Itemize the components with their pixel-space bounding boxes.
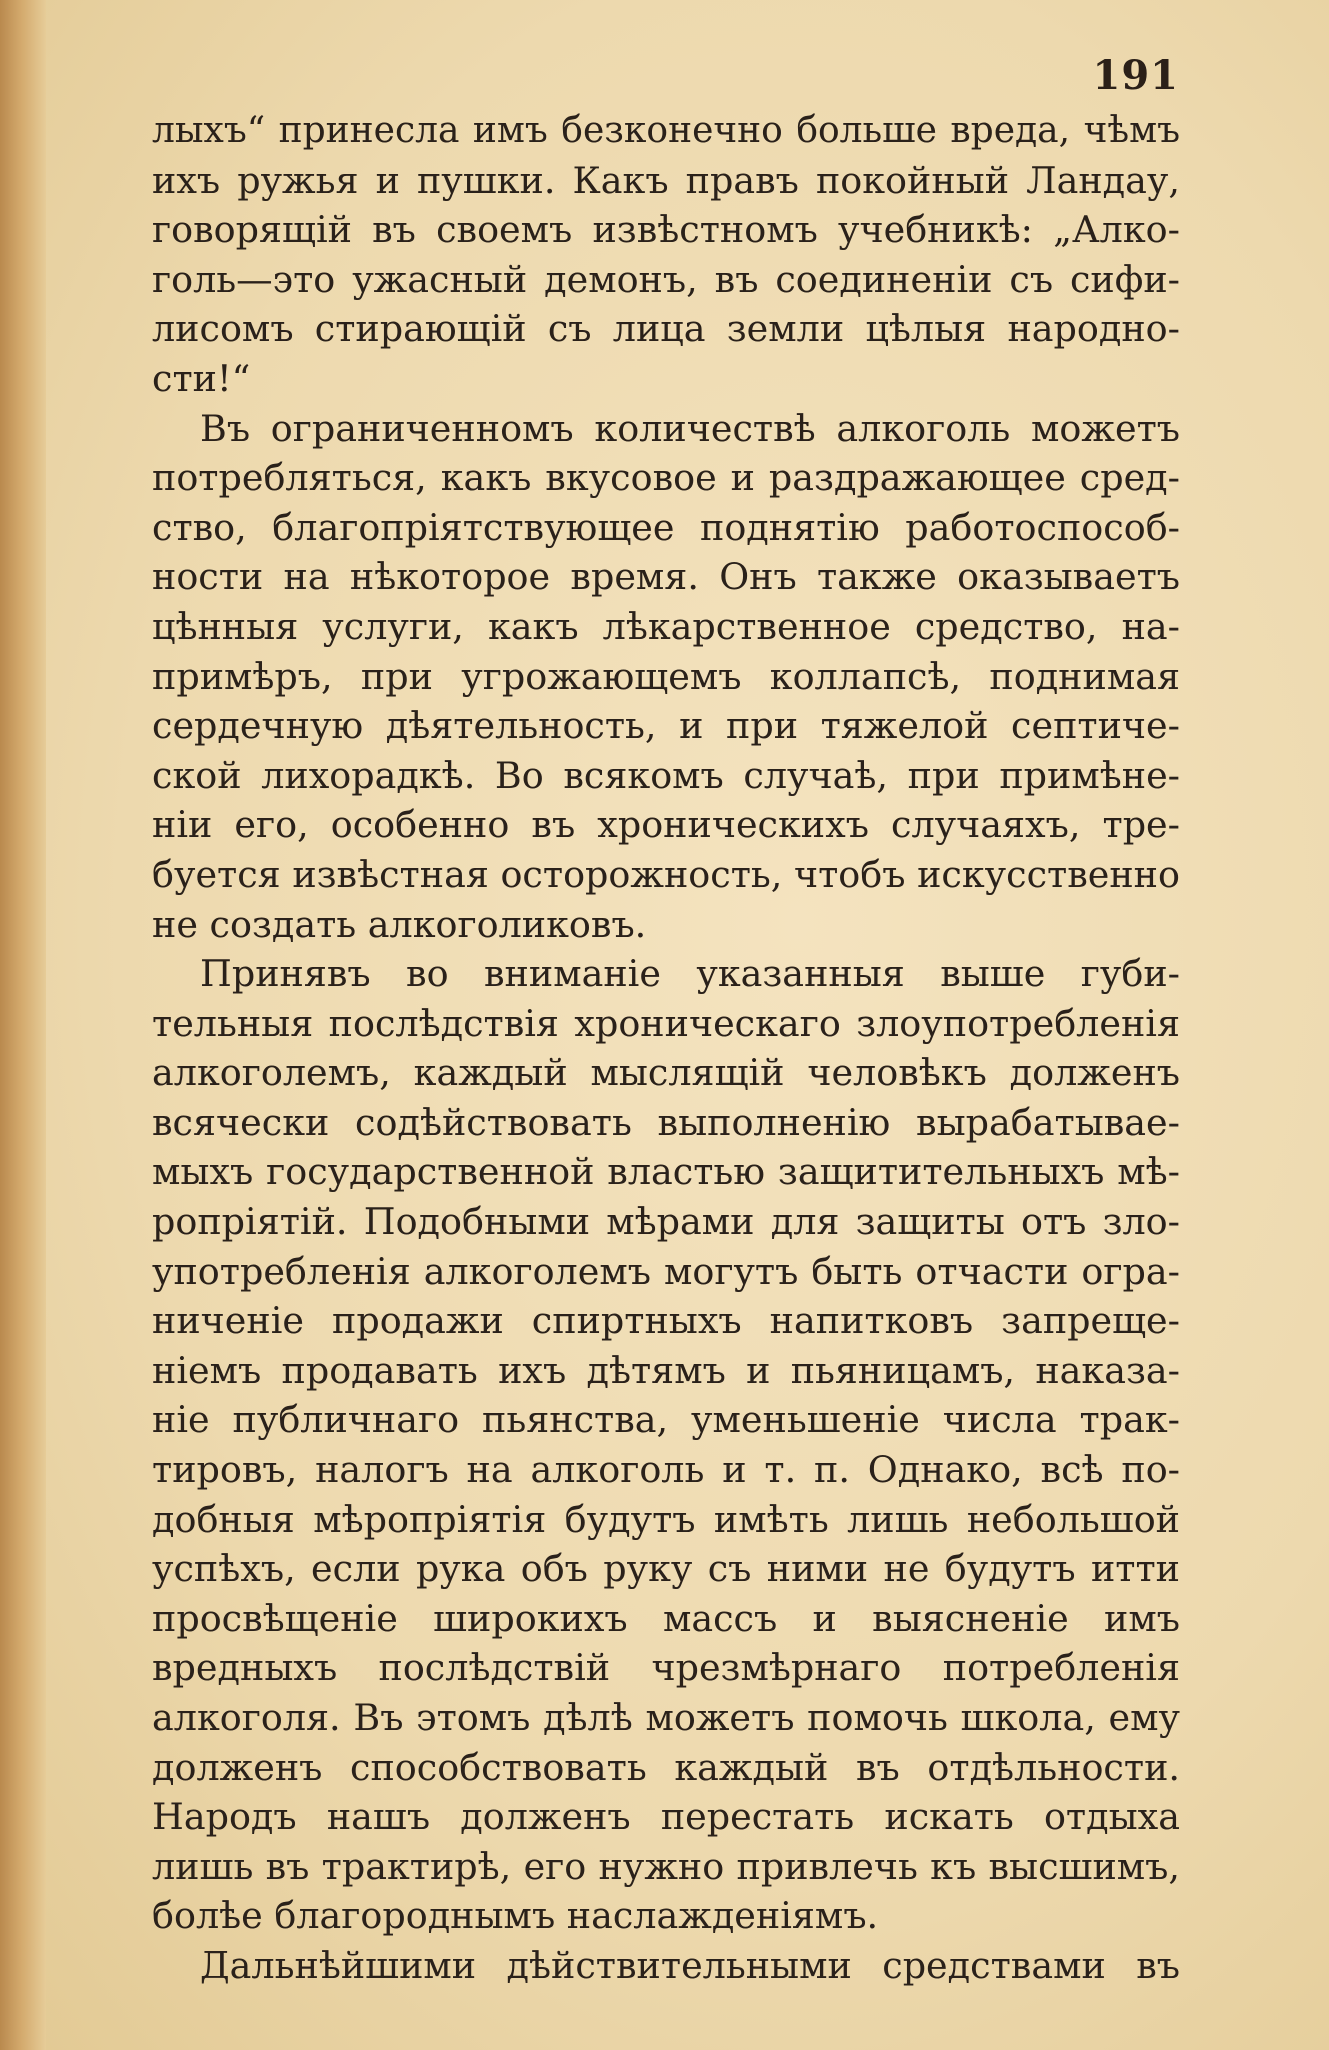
text-line: ство, благопріятствующее поднятію работоспособ- (152, 505, 1180, 549)
page-number: 191 (1092, 52, 1179, 99)
text-line: болѣе благороднымъ наслажденіямъ. (152, 1894, 879, 1938)
page-gutter (0, 0, 46, 2050)
text-line: Въ ограниченномъ количествѣ алкоголь можетъ (200, 406, 1180, 450)
text-line: Дальнѣйшими дѣйствительными средствами въ (200, 1943, 1180, 1987)
text-line: буется извѣстная осторожность, чтобъ искусственно (152, 852, 1180, 896)
text-line: ихъ ружья и пушки. Какъ правъ покойный Ландау, (152, 158, 1180, 202)
text-line: Принявъ во вниманіе указанныя выше губи- (200, 952, 1180, 996)
text-line: примѣръ, при угрожающемъ коллапсѣ, поднимая (152, 654, 1180, 698)
text-line: ности на нѣкоторое время. Онъ также оказываетъ (152, 555, 1180, 599)
text-line: голь—это ужасный демонъ, въ соединеніи съ сифи- (152, 257, 1180, 301)
text-line: не создать алкоголиковъ. (152, 902, 647, 946)
text-line: тировъ, налогъ на алкоголь и т. п. Однако, всѣ по- (152, 1448, 1180, 1492)
text-line: сердечную дѣятельность, и при тяжелой септиче- (152, 704, 1180, 748)
text-line: долженъ способствовать каждый въ отдѣльности. (152, 1745, 1180, 1789)
text-line: мыхъ государственной властью защитительныхъ мѣ- (152, 1150, 1180, 1194)
text-line: ской лихорадкѣ. Во всякомъ случаѣ, при примѣне- (152, 753, 1180, 797)
text-line: сти!“ (152, 356, 251, 400)
text-line: успѣхъ, если рука объ руку съ ними не будутъ итти (152, 1547, 1180, 1591)
text-line: алкоголя. Въ этомъ дѣлѣ можетъ помочь школа, ему (152, 1696, 1180, 1739)
text-line: цѣнныя услуги, какъ лѣкарственное средство, на- (152, 604, 1180, 648)
text-line: лишь въ трактирѣ, его нужно привлечь къ высшимъ, (152, 1844, 1180, 1888)
text-line: алкоголемъ, каждый мыслящій человѣкъ долженъ (152, 1051, 1180, 1095)
text-line: просвѣщеніе широкихъ массъ и выясненіе имъ (152, 1596, 1180, 1640)
text-line: ниченіе продажи спиртныхъ напитковъ запреще- (152, 1299, 1180, 1343)
text-line: говорящій въ своемъ извѣстномъ учебникѣ: „Алко- (152, 208, 1180, 252)
text-line: вредныхъ послѣдствій чрезмѣрнаго потребленія (152, 1646, 1180, 1690)
text-line: Народъ нашъ долженъ перестать искать отдыха (152, 1795, 1180, 1839)
text-line: лыхъ“ принесла имъ безконечно больше вреда, чѣмъ (152, 110, 1180, 151)
text-line: ропріятій. Подобными мѣрами для защиты отъ зло- (152, 1200, 1180, 1244)
text-line: потребляться, какъ вкусовое и раздражающее сред- (152, 456, 1180, 500)
body-text (152, 106, 1180, 1991)
text-line: добныя мѣропріятія будутъ имѣть лишь небольшой (152, 1497, 1180, 1541)
text-line: употребленія алкоголемъ могутъ быть отчасти огра- (152, 1249, 1180, 1293)
text-line: ніе публичнаго пьянства, уменьшеніе числа трак- (152, 1398, 1180, 1442)
text-line: лисомъ стирающій съ лица земли цѣлыя народно- (152, 307, 1180, 351)
text-line: ніи его, особенно въ хроническихъ случаяхъ, тре- (152, 803, 1180, 847)
text-line: тельныя послѣдствія хроническаго злоупотребленія (152, 1001, 1180, 1045)
text-line: всячески содѣйствовать выполненію вырабатывае- (152, 1100, 1180, 1144)
text-line: ніемъ продавать ихъ дѣтямъ и пьяницамъ, наказа- (152, 1348, 1180, 1392)
